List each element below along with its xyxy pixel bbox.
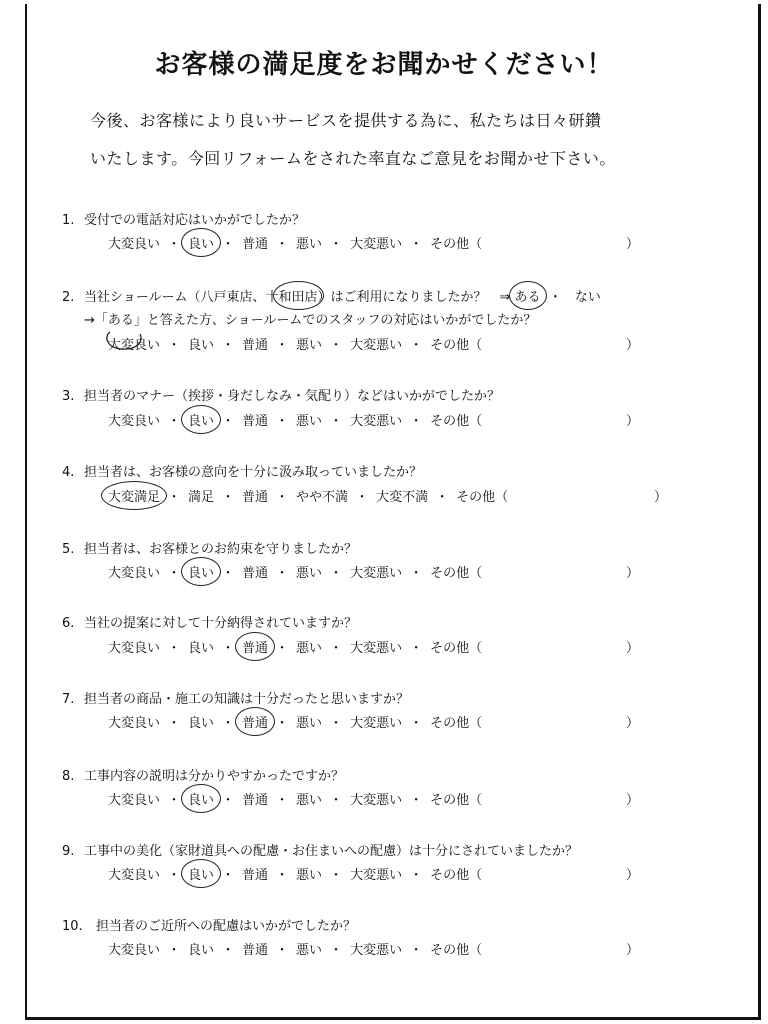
options-5: 大変良い ・ 良い ・ 普通 ・ 悪い ・ 大変悪い ・ その他（ ） [108,562,482,581]
options-2: 大変良い ・ 良い ・ 普通 ・ 悪い ・ 大変悪い ・ その他（ ） [108,334,482,353]
question-8 [62,765,344,784]
option-normal[interactable]: 普通 [242,566,269,581]
question-text: 担当者のマナー（挨拶・身だしなみ・気配り）などはいかがでしたか？ [84,389,501,404]
options-9: 大変良い ・ 良い ・ 普通 ・ 悪い ・ 大変悪い ・ その他（ ） [108,864,482,883]
option-very-good[interactable]: 大変良い [108,641,161,656]
option-very-satisfied-selected[interactable]: 大変満足 [108,486,160,505]
question-7 [62,688,409,707]
option-good-selected[interactable]: 良い [188,562,214,581]
question-text: 担当者は、お客様とのお約束を守りましたか？ [84,542,358,557]
option-good-selected[interactable]: 良い [188,410,214,429]
question-number: 4. [62,465,75,480]
question-text: 受付での電話対応はいかがでしたか？ [84,213,306,228]
option-other[interactable]: その他（ [430,716,483,731]
option-very-bad[interactable]: 大変悪い [350,716,403,731]
question-number: 10. [62,919,83,934]
option-very-bad[interactable]: 大変悪い [350,641,403,656]
question-text: 担当者のご近所への配慮はいかがでしたか？ [96,919,357,934]
option-very-good[interactable]: 大変良い [108,716,161,731]
option-good[interactable]: 良い [188,338,215,353]
option-bad[interactable]: 悪い [296,566,323,581]
question-6 [62,612,357,631]
option-bad[interactable]: 悪い [296,943,323,958]
option-good[interactable]: 良い [188,641,215,656]
option-good-selected[interactable]: 良い [188,233,214,252]
option-very-good[interactable]: 大変良い [108,566,161,581]
option-normal-selected[interactable]: 普通 [242,637,268,656]
question-text-cont: ）はご利用になりましたか？ ⇒ [317,290,515,305]
question-1 [62,209,305,228]
options-3: 大変良い ・ 良い ・ 普通 ・ 悪い ・ 大変悪い ・ その他（ ） [108,410,482,429]
option-bad[interactable]: 悪い [296,716,323,731]
question-number: 3. [62,389,75,404]
options-1: 大変良い ・ 良い ・ 普通 ・ 悪い ・ 大変悪い ・ その他（ ） [108,233,482,252]
option-very-bad[interactable]: 大変悪い [350,338,403,353]
option-other[interactable]: その他（ [430,338,483,353]
option-very-dissatisfied[interactable]: 大変不満 [376,490,429,505]
other-close-paren: ） [626,237,640,252]
option-normal[interactable]: 普通 [242,793,269,808]
intro-line-2: いたします。今回リフォームをされた率直なご意見をお聞かせ下さい。 [90,149,616,168]
question-text: 担当者は、お客様の意向を十分に汲み取っていましたか？ [84,465,423,480]
option-other[interactable]: その他（ [430,793,483,808]
option-normal[interactable]: 普通 [242,868,269,883]
option-other[interactable]: その他（ [430,943,483,958]
option-good-selected[interactable]: 良い [188,789,214,808]
option-good[interactable]: 良い [188,716,215,731]
survey-title: お客様の満足度をお聞かせください！ [154,50,614,80]
option-very-bad[interactable]: 大変悪い [350,943,403,958]
option-very-good[interactable]: 大変良い [108,868,161,883]
partial-circle-mark [104,328,148,352]
option-normal[interactable]: 普通 [242,338,269,353]
option-other[interactable]: その他（ [430,566,483,581]
option-other[interactable]: その他（ [456,490,509,505]
other-close-paren: ） [626,868,640,883]
option-normal[interactable]: 普通 [242,943,269,958]
option-bad[interactable]: 悪い [296,338,323,353]
option-other[interactable]: その他（ [430,414,483,429]
options-8: 大変良い ・ 良い ・ 普通 ・ 悪い ・ 大変悪い ・ その他（ ） [108,789,482,808]
option-very-bad[interactable]: 大変悪い [350,566,403,581]
option-bad[interactable]: 悪い [296,793,323,808]
option-somewhat-dissatisfied[interactable]: やや不満 [296,490,349,505]
question-2-followup: →「ある」と答えた方、ショールームでのスタッフの対応はいかがでしたか？ [84,313,537,328]
question-9 [62,840,578,859]
question-number: 1. [62,213,75,228]
answer-no[interactable]: ・ ない [548,290,601,305]
option-very-bad[interactable]: 大変悪い [350,793,403,808]
options-6: 大変良い ・ 良い ・ 普通 ・ 悪い ・ 大変悪い ・ その他（ ） [108,637,482,656]
towada-store-circled: 和田店 [278,286,317,305]
question-number: 2. [62,290,75,305]
option-bad[interactable]: 悪い [296,237,323,252]
option-normal[interactable]: 普通 [242,237,269,252]
question-5 [62,538,357,557]
option-normal[interactable]: 普通 [242,414,269,429]
question-text: 担当者の商品・施工の知識は十分だったと思いますか？ [84,692,410,707]
options-4: 大変満足 ・ 満足 ・ 普通 ・ やや不満 ・ 大変不満 ・ その他（ ） [108,486,508,505]
question-text: 工事中の美化（家財道具への配慮・お住まいへの配慮）は十分にされていましたか？ [84,844,579,859]
question-10 [62,915,356,934]
answer-yes-selected[interactable]: ある [515,286,541,305]
options-7: 大変良い ・ 良い ・ 普通 ・ 悪い ・ 大変悪い ・ その他（ ） [108,712,482,731]
option-bad[interactable]: 悪い [296,641,323,656]
option-bad[interactable]: 悪い [296,868,323,883]
other-close-paren: ） [626,943,640,958]
option-other[interactable]: その他（ [430,641,483,656]
other-close-paren: ） [626,793,640,808]
intro-line-1: 今後、お客様により良いサービスを提供する為に、私たちは日々研鑽 [90,111,602,130]
option-very-good[interactable]: 大変良い [108,338,161,353]
other-close-paren: ） [654,490,668,505]
question-number: 7. [62,692,75,707]
question-text: 工事内容の説明は分かりやすかったですか？ [84,769,345,784]
option-very-bad[interactable]: 大変悪い [350,237,403,252]
question-2 [62,286,601,305]
question-number: 8. [62,769,75,784]
option-other[interactable]: その他（ [430,868,483,883]
question-number: 6. [62,616,75,631]
option-very-good[interactable]: 大変良い [108,943,161,958]
question-text: 当社ショールーム（八戸東店、十 [84,290,279,305]
other-close-paren: ） [626,414,640,429]
option-bad[interactable]: 悪い [296,414,323,429]
question-number: 5. [62,542,75,557]
option-normal[interactable]: 普通 [242,490,269,505]
other-close-paren: ） [626,338,640,353]
option-very-bad[interactable]: 大変悪い [350,414,403,429]
option-very-good[interactable]: 大変良い [108,237,161,252]
option-very-bad[interactable]: 大変悪い [350,868,403,883]
option-other[interactable]: その他（ [430,237,483,252]
option-normal-selected[interactable]: 普通 [242,712,268,731]
option-good-selected[interactable]: 良い [188,864,214,883]
other-close-paren: ） [626,716,640,731]
question-4 [62,461,422,480]
option-very-good[interactable]: 大変良い [108,414,161,429]
options-10: 大変良い ・ 良い ・ 普通 ・ 悪い ・ 大変悪い ・ その他（ ） [108,939,482,958]
option-good[interactable]: 良い [188,943,215,958]
other-close-paren: ） [626,641,640,656]
question-text: 当社の提案に対して十分納得されていますか？ [84,616,358,631]
other-close-paren: ） [626,566,640,581]
option-satisfied[interactable]: 満足 [188,490,215,505]
question-number: 9. [62,844,75,859]
option-very-good[interactable]: 大変良い [108,793,161,808]
question-3 [62,385,500,404]
